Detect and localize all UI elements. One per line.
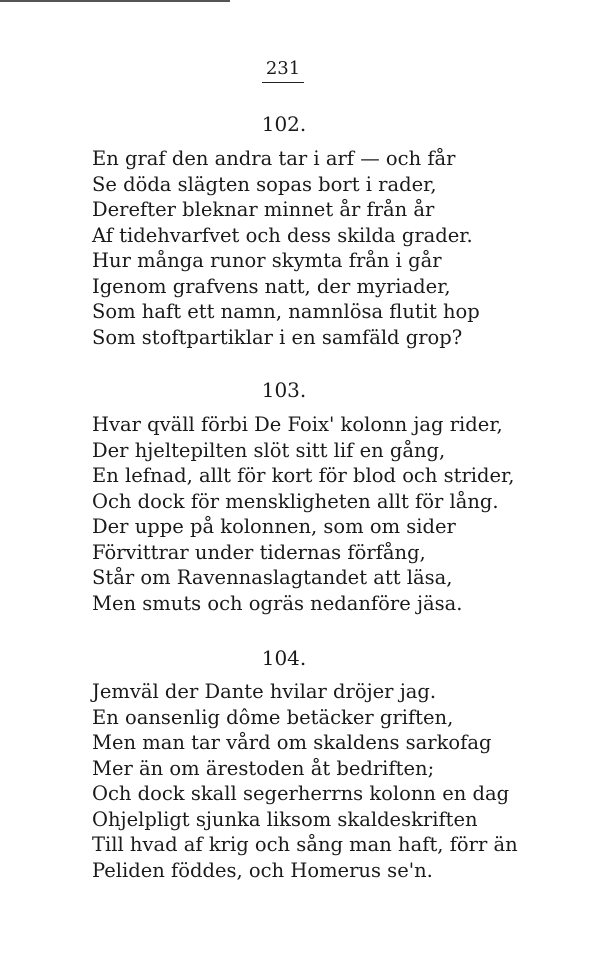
verse-line: Se döda slägten sopas bort i rader, (92, 172, 437, 196)
stanza-104 (92, 679, 518, 883)
verse-line: Förvittrar under tidernas förfång, (92, 540, 426, 564)
verse-line: Men smuts och ogräs nedanföre jäsa. (92, 591, 463, 615)
verse-line: Och dock för menskligheten allt för lång. (92, 489, 499, 513)
stanza-103 (92, 412, 515, 616)
verse-line: En oansenlig dôme betäcker griften, (92, 705, 454, 729)
verse-line: Igenom grafvens natt, der myriader, (92, 274, 451, 298)
verse-line: En graf den andra tar i arf — och får (92, 147, 456, 170)
verse-line: Af tidehvarfvet och dess skilda grader. (92, 223, 473, 247)
verse-line: Men man tar vård om skaldens sarkofag (92, 731, 492, 754)
verse-line: Som haft ett namn, namnlösa flutit hop (92, 300, 480, 323)
verse-line: Som stoftpartiklar i en samfäld grop? (92, 325, 463, 349)
verse-line: Hur många runor skymta från i går (92, 249, 442, 272)
verse-line: Ohjelpligt sjunka liksom skaldeskriften (92, 807, 478, 831)
stanza-102 (92, 146, 502, 350)
stanza-number: 102. (261, 112, 307, 136)
verse-line: En lefnad, allt för kort för blod och strider, (92, 464, 515, 487)
page-number: 231 (265, 58, 301, 79)
verse-line: Till hvad af krig och sång man haft, förr än (92, 833, 518, 856)
stanza-number: 104. (261, 646, 307, 670)
verse-line: Der hjeltepilten slöt sitt lif en gång, (92, 438, 446, 462)
page-number-underline (262, 82, 304, 83)
verse-line: Och dock skall segerherrns kolonn en dag (92, 782, 510, 805)
verse-line: Står om Ravennaslagtandet att läsa, (92, 566, 453, 589)
stanza-number: 103. (261, 378, 307, 402)
verse-line: Hvar qväll förbi De Foix' kolonn jag rider, (92, 413, 503, 436)
verse-line: Derefter bleknar minnet år från år (92, 198, 435, 221)
verse-line: Peliden föddes, och Homerus se'n. (92, 858, 433, 882)
top-edge-rule (0, 0, 230, 2)
verse-line: Mer än om ärestoden åt bedriften; (92, 756, 435, 780)
verse-line: Jemväl der Dante hvilar dröjer jag. (92, 680, 437, 703)
verse-line: Der uppe på kolonnen, som om sider (92, 515, 456, 538)
